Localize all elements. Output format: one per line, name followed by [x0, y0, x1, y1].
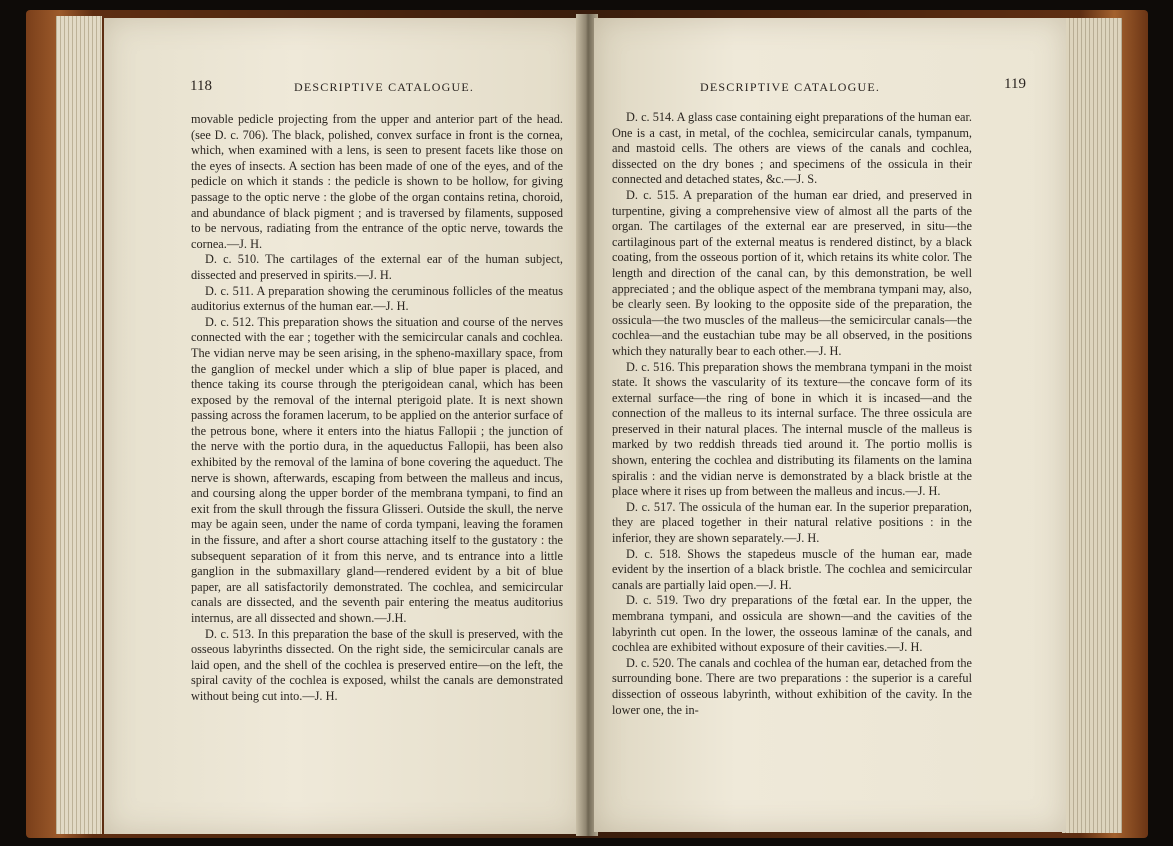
paragraph: D. c. 518. Shows the stapedeus muscle of the human ear, made evident by the insertion of a black bristle. The cochlea and semicircular canals are partially laid open.—J. H.: [612, 546, 972, 592]
page-number: 118: [190, 78, 212, 94]
paragraph: D. c. 513. In this preparation the base of the skull is preserved, with the osseous labyrinths dissected. On the right side, the semicircular canals are laid open, and the shell of the cochlea is preserved entire—on the left, the spiral cavity of the cochlea is exposed, whilst the canals are demonstrated without being cut into.—J. H.: [191, 626, 563, 703]
paragraph: D. c. 512. This preparation shows the situation and course of the nerves connected with the ear ; together with the semicircular canals and cochlea. The vidian nerve may be seen arising, in the spheno-maxillary space, from the ganglion of meckel under which a slip of blue paper is placed, and thence taking its course through the pterigoidean canal, which has been exposed by the removal of the internal pterigoid plate. It is next shown passing across the foramen lacerum, to be applied on the anterior surface of the petrous bone, where it enters into the hiatus Fallopii ; the junction of the nerve with the portio dura, in the aqueductus Fallopii, has been also exhibited by the removal of the lamina of bone covering the aqueduct. The nerve is shown, afterwards, escaping from between the malleus and incus, and coursing along the upper border of the membrana tympani, to find an exit from the skull through the fissura Glisseri. Outside the skull, the nerve may be again seen, under the name of corda tympani, leaving the foramen in the fissure, and after a short course attaching itself to the gustatory : the subsequent separation of it from this nerve, and ts entrance into a little ganglion in the submaxillary gland—rendered evident by a bit of blue paper, are all satisfactorily demonstrated. The cochlea, and semicircular canals are dissected, and the seventh pair entering the meatus auditorius internus, are all dissected and shown.—J.H.: [191, 314, 563, 625]
paragraph: D. c. 520. The canals and cochlea of the human ear, detached from the surrounding bone. There are two preparations : the superior is a careful dissection of osseous labyrinth, without exhibition of the cavity. In the lower one, the in-: [612, 655, 972, 717]
paragraph: D. c. 510. The cartilages of the external ear of the human subject, dissected and preserved in spirits.—J. H.: [191, 252, 563, 282]
left-page-header: [190, 76, 560, 98]
left-page: [104, 18, 582, 834]
paragraph: D. c. 511. A preparation showing the ceruminous follicles of the meatus auditorius externus of the human ear.—J. H.: [191, 283, 563, 314]
paragraph: D. c. 519. Two dry preparations of the fœtal ear. In the upper, the membrana tympani, and ossicula are shown—and the cavities of the labyrinth cut open. In the lower, the osseous laminæ of the canals, and cochlea are exhibited without exposure of their cavities.—J. H.: [612, 593, 972, 655]
running-head: DESCRIPTIVE CATALOGUE.: [294, 80, 475, 94]
right-page-body: [612, 110, 972, 718]
left-page-body: [191, 112, 563, 705]
running-head: DESCRIPTIVE CATALOGUE.: [700, 80, 881, 94]
paragraph: D. c. 514. A glass case containing eight preparations of the human ear. One is a cast, in metal, of the cochlea, semicircular canals, tympanum, and mastoid cells. The others are views of the canals and cochlea, dissected on the dry bones ; and specimens of the ossicula in their connected and detached states, &c.—J. S.: [612, 110, 972, 187]
paragraph: D. c. 515. A preparation of the human ear dried, and preserved in turpentine, giving a comprehensive view of almost all the parts of the organ. The cartilages of the external ear are preserved, in situ—the cartilaginous part of the external meatus is rendered distinct, by a black coating, from the osseous portion of it, which retains its white color. The length and direction of the canal can, by this demonstration, be well appreciated ; and the oblique aspect of the membrana tympani may, also, be clearly seen. By looking to the opposite side of the preparation, the ossicula—the two muscles of the malleus—the semicircular canals—the cochlea—and the eustachian tube may be all observed, in the positions which they naturally bear to each other.—J. H.: [612, 187, 972, 358]
right-page: [594, 18, 1066, 832]
paragraph: D. c. 516. This preparation shows the membrana tympani in the moist state. It shows the vascularity of its texture—the concave form of its external surface—the ring of bone in which it is incased—and the connection of the malleus to its internal surface. The three ossicula are preserved in their natural places. The internal muscle of the malleus is marked by two reddish threads tied around it. The portio mollis is shown, entering the cochlea and distributing its filaments on the lamina spiralis : and the vidian nerve is demonstrated by a black bristle at the place where it rises up from between the malleus and incus.—J. H.: [612, 359, 972, 499]
paragraph: D. c. 517. The ossicula of the human ear. In the superior preparation, they are placed together in their natural relative positions : in the inferior, they are shown separately.—J. H.: [612, 499, 972, 546]
right-page-header: [700, 76, 1026, 98]
page-number: 119: [1004, 76, 1026, 92]
right-page-edges: [1062, 18, 1122, 833]
left-page-edges: [56, 16, 102, 834]
paragraph: movable pedicle projecting from the upper and anterior part of the head. (see D. c. 706). The black, polished, convex surface in front is the cornea, which, when examined with a lens, is seen to present facets like those on the eyes of insects. A section has been made of one of the eyes, and of the pedicle on which it stands : the pedicle is shown to be hollow, for giving passage to the optic nerve : the globe of the organ contains retina, choroid, and abundance of black pigment ; and is traversed by filaments, supposed to be nervous, radiating from the entrance of the optic nerve, towards the cornea.—J. H.: [191, 112, 563, 251]
